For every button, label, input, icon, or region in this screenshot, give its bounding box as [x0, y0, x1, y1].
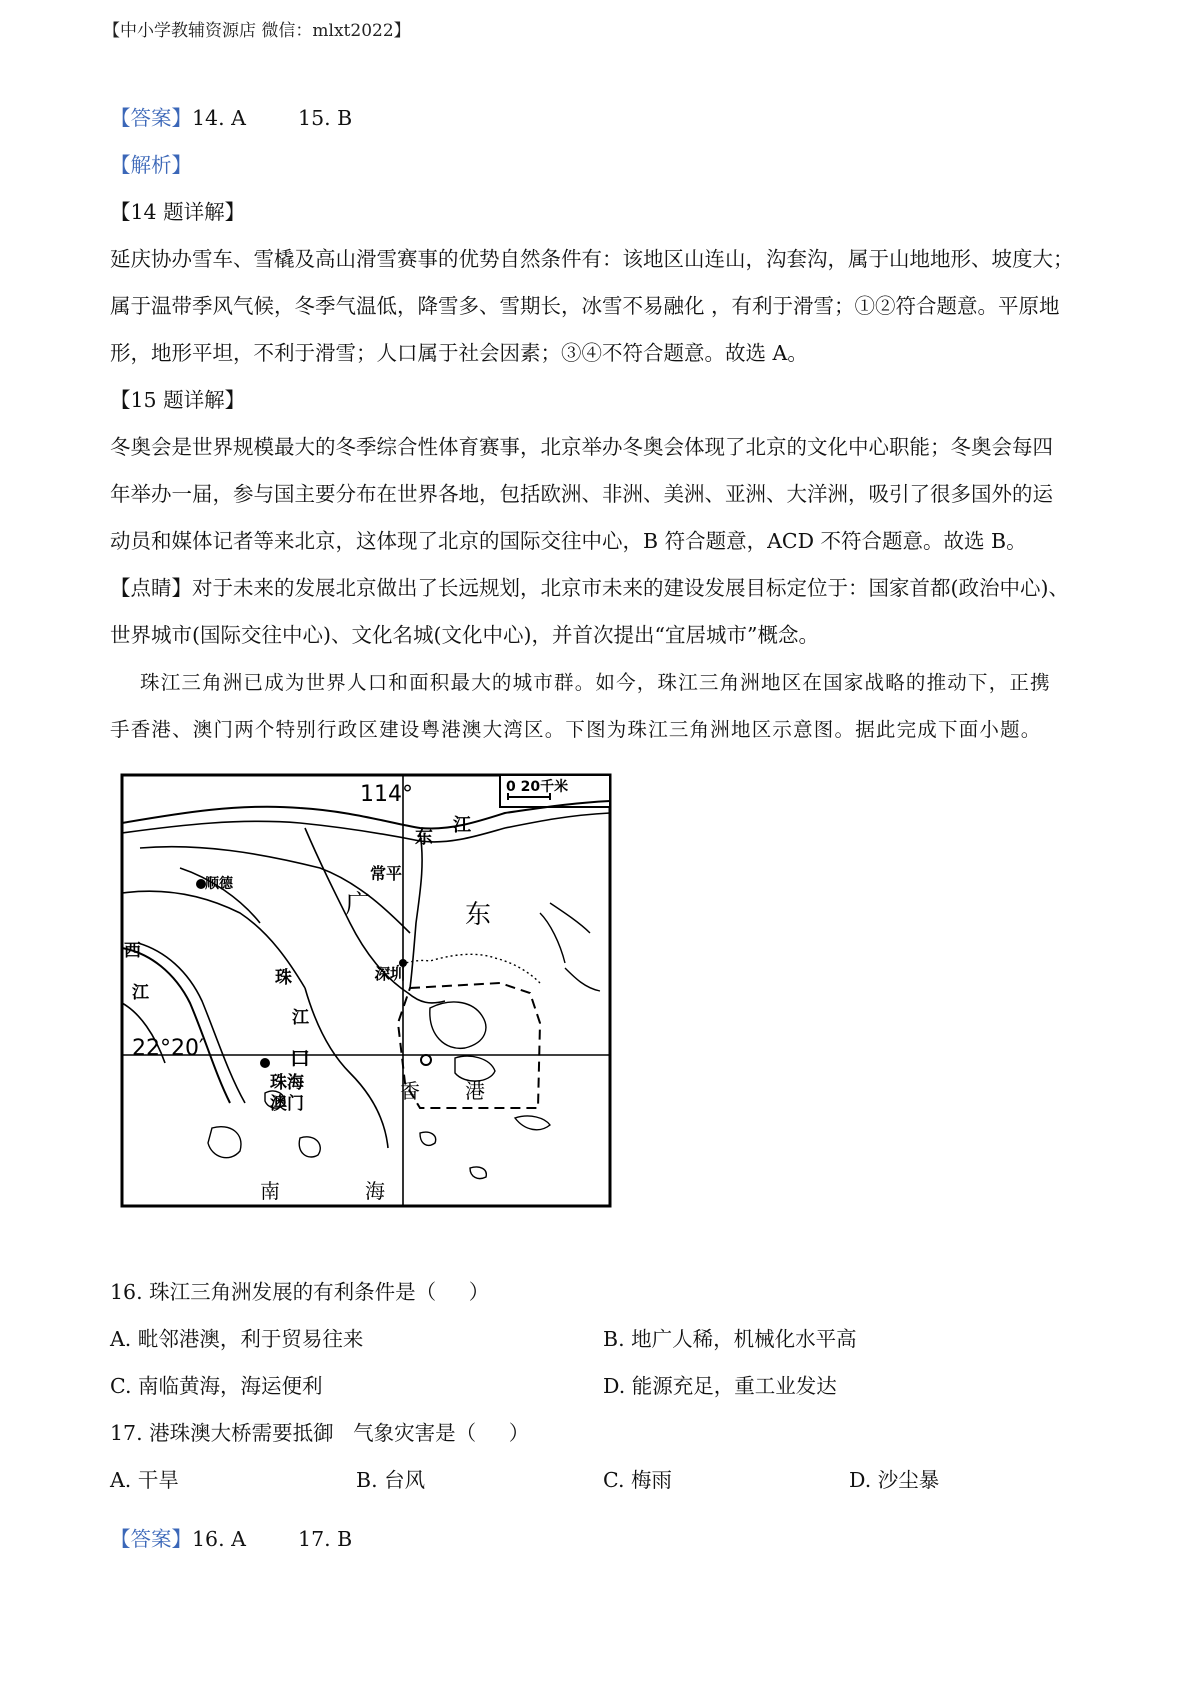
q14-line: 属于温带季风气候，冬季气温低，降雪多、雪期长，冰雪不易融化 ，有利于滑雪；①②符合题意。平原地	[110, 294, 1060, 318]
nanhai-label: 海	[365, 1179, 385, 1203]
answer-line-1	[110, 104, 352, 132]
q17-option-a: A. 干旱	[110, 1468, 179, 1492]
guang-label: 广	[345, 890, 372, 920]
q14-line: 形，地形平坦，不利于滑雪；人口属于社会因素；③④不符合题意。故选 A。	[110, 341, 808, 365]
q16-stem: 16. 珠江三角洲发展的有利条件是（ ）	[110, 1280, 490, 1304]
q17-stem: 17. 港珠澳大桥需要抵御 气象灾害是（ ）	[110, 1421, 530, 1445]
dongjiang-label: 江	[453, 815, 471, 836]
answer-line-2	[110, 1525, 352, 1553]
nanhai-label: 南	[260, 1179, 280, 1203]
q14-line: 延庆协办雪车、雪橇及高山滑雪赛事的优势自然条件有：该地区山连山，沟套沟，属于山地地形、坡度大；	[110, 247, 1074, 271]
latitude-label: 22°20′	[132, 1036, 204, 1061]
intro-line: 手香港、澳门两个特别行政区建设粤港澳大湾区。下图为珠江三角洲地区示意图。据此完成下面小题。	[110, 718, 1042, 741]
xijiang-label: 西	[124, 941, 141, 961]
q14-header: 【14 题详解】	[110, 200, 246, 224]
zhuhai-label: 珠海	[270, 1073, 304, 1093]
intro-line: 珠江三角洲已成为世界人口和面积最大的城市群。如今，珠江三角洲地区在国家战略的推动下，正携	[140, 671, 1051, 694]
dongjiang-label: 东	[415, 827, 433, 848]
changping-label: 常平	[370, 864, 403, 883]
dianjing-line: 世界城市(国际交往中心)、文化名城(文化中心)，并首次提出“宜居城市”概念。	[110, 623, 819, 647]
aomen-label: 澳门	[270, 1094, 304, 1114]
q17-option-d: D. 沙尘暴	[849, 1468, 940, 1492]
q15-line: 动员和媒体记者等来北京，这体现了北京的国际交往中心，B 符合题意，ACD 不符合题意。故选 B。	[110, 529, 1027, 553]
longitude-label: 114°	[360, 782, 413, 807]
q16-option-d: D. 能源充足，重工业发达	[603, 1374, 837, 1398]
zhujiang-label: 江	[292, 1008, 309, 1028]
q15-line: 冬奥会是世界规模最大的冬季综合性体育赛事，北京举办冬奥会体现了北京的文化中心职能；冬奥会每四	[110, 435, 1053, 459]
answer-tag: 【答案】	[110, 1527, 192, 1551]
q17-option-c: C. 梅雨	[603, 1468, 672, 1492]
zhujiang-label: 口	[290, 1046, 310, 1070]
pearl-river-delta-map	[120, 773, 612, 1208]
watermark: 【中小学教辅资源店 微信：mlxt2022】	[103, 21, 411, 41]
hongkong-label: 港	[465, 1079, 485, 1103]
answer-tag: 【答案】	[110, 106, 192, 130]
zhujiang-label: 珠	[275, 968, 292, 988]
q15-line: 年举办一届，参与国主要分布在世界各地，包括欧洲、非洲、美洲、亚洲、大洋洲，吸引了很多国外的运	[110, 482, 1053, 506]
answer-text: 16. A 17. B	[192, 1527, 353, 1551]
shenzhen-label: 深圳	[375, 965, 406, 983]
xijiang-label: 江	[132, 983, 149, 1003]
q16-option-c: C. 南临黄海，海运便利	[110, 1374, 323, 1398]
q17-option-b: B. 台风	[356, 1468, 426, 1492]
q16-option-b: B. 地广人稀，机械化水平高	[603, 1327, 857, 1351]
q16-option-a: A. 毗邻港澳，利于贸易往来	[110, 1327, 364, 1351]
dianjing-line: 【点睛】对于未来的发展北京做出了长远规划，北京市未来的建设发展目标定位于：国家首都(政治中心)、	[110, 576, 1069, 600]
analysis-tag: 【解析】	[110, 153, 192, 177]
map-frame	[122, 775, 610, 1206]
scale-label: 0 20千米	[506, 779, 569, 795]
map-svg	[120, 773, 612, 1208]
hongkong-label: 香	[400, 1079, 420, 1103]
answer-text: 14. A 15. B	[192, 106, 353, 130]
dong-label: 东	[465, 900, 492, 930]
q15-header: 【15 题详解】	[110, 388, 246, 412]
zhuhai-dot	[260, 1058, 270, 1068]
shunde-label: 顺德	[205, 876, 233, 892]
